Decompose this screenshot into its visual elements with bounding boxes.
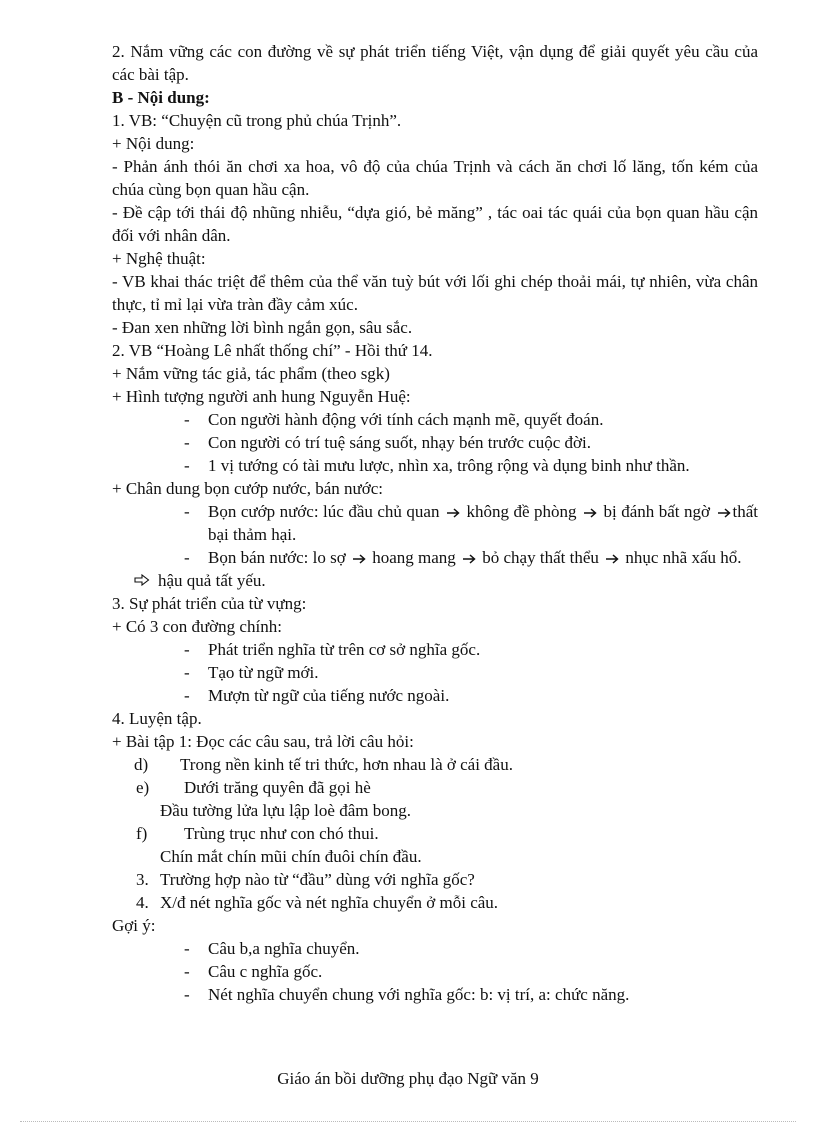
label-con-duong: + Có 3 con đường chính: xyxy=(112,617,282,636)
outline-arrow-icon xyxy=(134,574,150,586)
bullet-dash: - xyxy=(184,640,190,659)
bullet-dash: - xyxy=(184,502,190,521)
conclusion-row xyxy=(112,569,758,592)
list-item xyxy=(112,638,758,661)
heading-vb-2: 2. VB “Hoàng Lê nhất thống chí” - Hồi thứ 14. xyxy=(112,341,433,360)
heading-tu-vung: 3. Sự phát triển của từ vựng: xyxy=(112,594,307,613)
list-item xyxy=(112,431,758,454)
paragraph-phan-anh: - Phản ánh thói ăn chơi xa hoa, vô độ của chúa Trịnh và cách ăn chơi lố lăng, tốn kém của chúa cùng bọn quan hầu cận. xyxy=(112,157,758,199)
bullet-dash: - xyxy=(184,410,190,429)
heading-vb-1: 1. VB: “Chuyện cũ trong phủ chúa Trịnh”. xyxy=(112,111,402,130)
arrow-right-icon xyxy=(717,508,731,518)
label-tac-gia: + Nắm vững tác giả, tác phẩm (theo sgk) xyxy=(112,364,390,383)
arrow-right-icon xyxy=(605,554,619,564)
question-3: 3. Trường hợp nào từ “đầu” dùng với nghĩa gốc? xyxy=(136,870,475,889)
page-footer: Giáo án bồi dưỡng phụ đạo Ngữ văn 9 xyxy=(277,1069,539,1088)
document-body xyxy=(112,40,758,1006)
conclusion-text: hậu quả tất yếu. xyxy=(158,571,266,590)
list-item xyxy=(112,684,758,707)
label-goi-y: Gợi ý: xyxy=(112,916,156,935)
list-item xyxy=(112,937,758,960)
bullet-dash: - xyxy=(184,663,190,682)
paragraph-vb-khai-thac: - VB khai thác triệt để thêm của thể văn tuỳ bút với lối ghi chép thoải mái, tự nhiên, vừa chân thực, tỉ mỉ lại vừa tràn đầy cảm xúc. xyxy=(112,272,758,314)
exercise-d: d) Trong nền kinh tế tri thức, hơn nhau là ở cái đầu. xyxy=(134,755,513,774)
list-item xyxy=(112,454,758,477)
list-item xyxy=(112,661,758,684)
bullet-dash: - xyxy=(184,456,190,475)
bullet-dash: - xyxy=(184,939,190,958)
exercise-f: f) Trùng trục như con chó thui. xyxy=(136,824,379,843)
cuop-nuoc-item: Bọn cướp nước: lúc đầu chủ quan không đề phòng bị đánh bất ngờ thất bại thảm hại. xyxy=(208,502,759,544)
duong-item-1: Phát triển nghĩa từ trên cơ sở nghĩa gốc. xyxy=(208,640,481,659)
section-heading-b: B - Nội dung: xyxy=(112,88,210,107)
hue-item-2: Con người có trí tuệ sáng suốt, nhạy bén trước cuộc đời. xyxy=(208,433,591,452)
duong-item-3: Mượn từ ngữ của tiếng nước ngoài. xyxy=(208,686,450,705)
ban-nuoc-item: Bọn bán nước: lo sợ hoang mang bỏ chạy thất thểu nhục nhã xấu hổ. xyxy=(208,548,742,567)
goi-y-item-2: Câu c nghĩa gốc. xyxy=(208,962,323,981)
paragraph-dan-xen: - Đan xen những lời bình ngắn gọn, sâu sắc. xyxy=(112,318,413,337)
hue-item-3: 1 vị tướng có tài mưu lược, nhìn xa, trông rộng và dụng binh như thần. xyxy=(208,456,690,475)
bullet-dash: - xyxy=(184,548,190,567)
label-hinh-tuong: + Hình tượng người anh hung Nguyễn Huệ: xyxy=(112,387,411,406)
paragraph-de-cap: - Đề cập tới thái độ nhũng nhiễu, “dựa gió, bẻ măng” , tác oai tác quái của bọn quan hầu cận đối với nhân dân. xyxy=(112,203,758,245)
arrow-right-icon xyxy=(462,554,476,564)
arrow-right-icon xyxy=(446,508,460,518)
list-item xyxy=(112,546,758,569)
list-item xyxy=(112,500,758,546)
label-chan-dung: + Chân dung bọn cướp nước, bán nước: xyxy=(112,479,383,498)
label-nghe-thuat: + Nghệ thuật: xyxy=(112,249,206,268)
list-item xyxy=(112,960,758,983)
arrow-right-icon xyxy=(583,508,597,518)
bullet-dash: - xyxy=(184,962,190,981)
bullet-dash: - xyxy=(184,433,190,452)
list-item xyxy=(112,408,758,431)
exercise-e-line-2: Đầu tường lửa lựu lập loè đâm bong. xyxy=(160,801,411,820)
list-item xyxy=(112,983,758,1006)
goi-y-item-1: Câu b,a nghĩa chuyển. xyxy=(208,939,360,958)
goi-y-item-3: Nét nghĩa chuyển chung với nghĩa gốc: b: vị trí, a: chức năng. xyxy=(208,985,630,1004)
label-noi-dung: + Nội dung: xyxy=(112,134,195,153)
arrow-right-icon xyxy=(352,554,366,564)
question-4: 4. X/đ nét nghĩa gốc và nét nghĩa chuyển ở mỗi câu. xyxy=(136,893,499,912)
duong-item-2: Tạo từ ngữ mới. xyxy=(208,663,319,682)
label-bai-tap-1: + Bài tập 1: Đọc các câu sau, trả lời câu hỏi: xyxy=(112,732,414,751)
page-separator xyxy=(20,1121,796,1122)
exercise-f-line-2: Chín mắt chín mũi chín đuôi chín đầu. xyxy=(160,847,422,866)
heading-luyen-tap: 4. Luyện tập. xyxy=(112,709,202,728)
exercise-e: e) Dưới trăng quyên đã gọi hè xyxy=(136,778,371,797)
paragraph-1: 2. Nắm vững các con đường về sự phát triển tiếng Việt, vận dụng để giải quyết yêu cầu của các bài tập. xyxy=(112,42,758,84)
hue-item-1: Con người hành động với tính cách mạnh mẽ, quyết đoán. xyxy=(208,410,604,429)
bullet-dash: - xyxy=(184,985,190,1004)
bullet-dash: - xyxy=(184,686,190,705)
